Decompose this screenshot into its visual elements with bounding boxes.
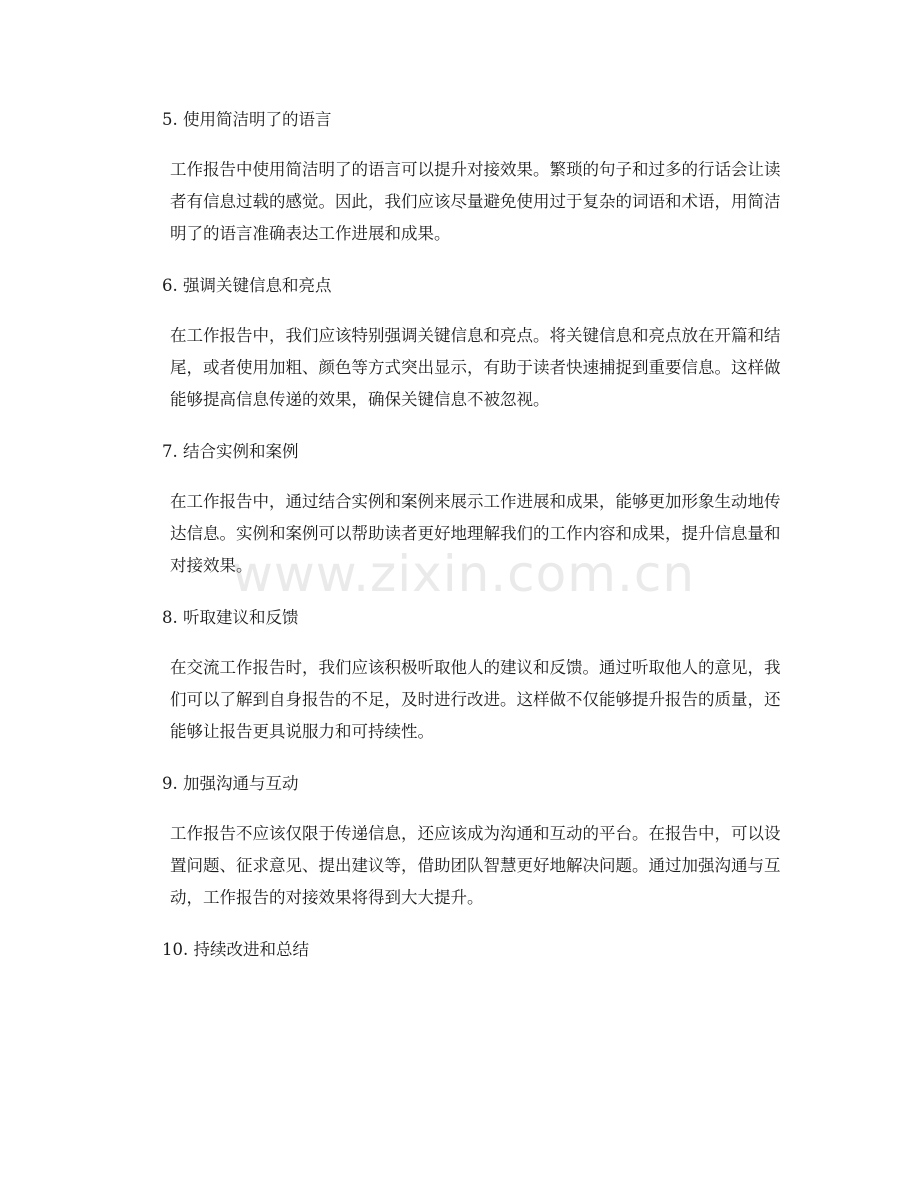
section-7 xyxy=(162,436,782,582)
section-heading: 10. 持续改进和总结 xyxy=(162,940,309,959)
section-heading: 8. 听取建议和反馈 xyxy=(162,608,299,627)
section-paragraph: 工作报告中使用简洁明了的语言可以提升对接效果。繁琐的句子和过多的行话会让读者有信息过载的感觉。因此，我们应该尽量避免使用过于复杂的词语和术语，用简洁明了的语言准确表达工作进展和成果。 xyxy=(170,160,781,243)
document-content xyxy=(162,104,782,966)
section-paragraph: 在工作报告中，通过结合实例和案例来展示工作进展和成果，能够更加形象生动地传达信息。实例和案例可以帮助读者更好地理解我们的工作内容和成果，提升信息量和对接效果。 xyxy=(170,492,781,575)
section-8 xyxy=(162,602,782,748)
section-heading: 5. 使用简洁明了的语言 xyxy=(162,110,332,129)
section-paragraph: 在工作报告中，我们应该特别强调关键信息和亮点。将关键信息和亮点放在开篇和结尾，或者使用加粗、颜色等方式突出显示，有助于读者快速捕捉到重要信息。这样做能够提高信息传递的效果，确保关键信息不被忽视。 xyxy=(170,326,781,409)
section-heading: 9. 加强沟通与互动 xyxy=(162,774,299,793)
section-9 xyxy=(162,768,782,914)
watermark-text: www.zixin.com.cn xyxy=(232,545,696,603)
section-paragraph: 在交流工作报告时，我们应该积极听取他人的建议和反馈。通过听取他人的意见，我们可以了解到自身报告的不足，及时进行改进。这样做不仅能够提升报告的质量，还能够让报告更具说服力和可持续性。 xyxy=(170,658,781,741)
section-6 xyxy=(162,270,782,416)
section-heading: 7. 结合实例和案例 xyxy=(162,442,299,461)
section-10 xyxy=(162,934,782,966)
section-5 xyxy=(162,104,782,250)
section-heading: 6. 强调关键信息和亮点 xyxy=(162,276,332,295)
section-paragraph: 工作报告不应该仅限于传递信息，还应该成为沟通和互动的平台。在报告中，可以设置问题、征求意见、提出建议等，借助团队智慧更好地解决问题。通过加强沟通与互动，工作报告的对接效果将得到大大提升。 xyxy=(170,824,781,907)
